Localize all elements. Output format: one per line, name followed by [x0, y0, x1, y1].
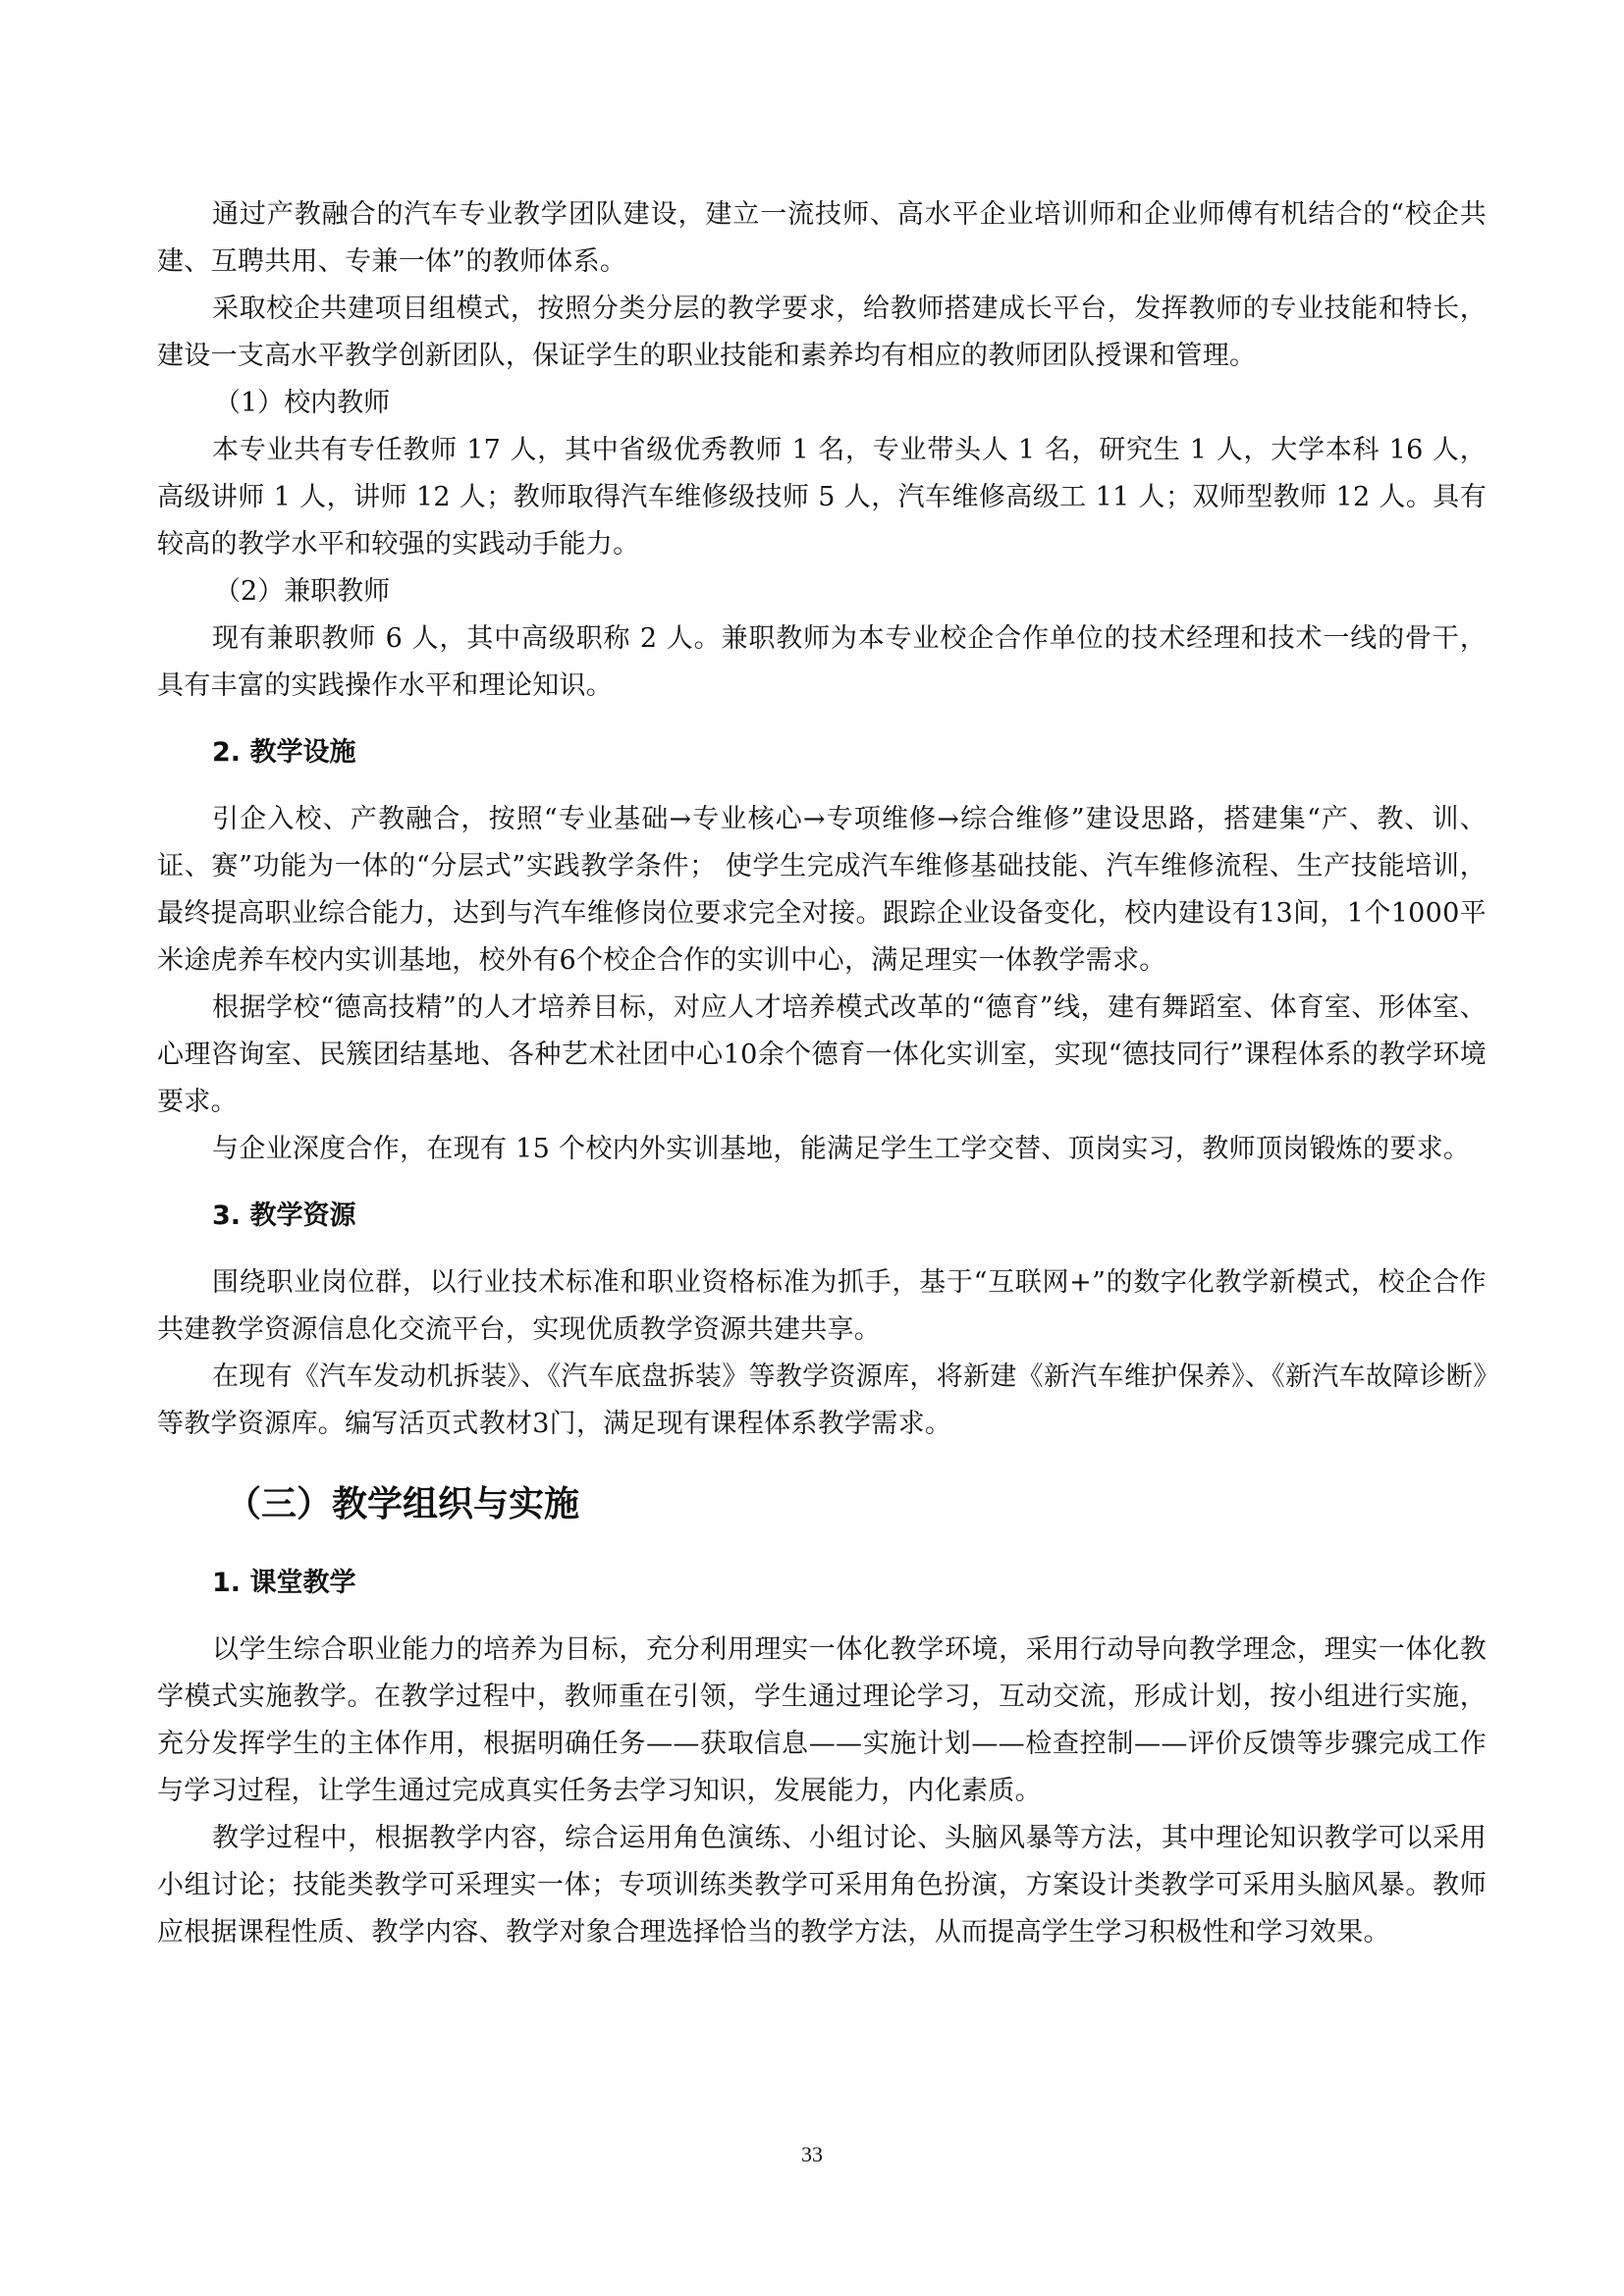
resources-paragraph-2: 在现有《汽车发动机拆装》、《汽车底盘拆装》等教学资源库，将新建《新汽车维护保养》、《新汽车故障诊断》等教学资源库。编写活页式教材3门，满足现有课程体系教学需求。: [157, 1362, 1487, 1439]
section-title-resources: 3. 教学资源: [212, 1201, 356, 1231]
resources-paragraph-1: 围绕职业岗位群，以行业技术标准和职业资格标准为抓手，基于“互联网+”的数字化教学新模式，校企合作共建教学资源信息化交流平台，实现优质教学资源共建共享。: [157, 1267, 1487, 1345]
intro-paragraph-2: 采取校企共建项目组模式，按照分类分层的教学要求，给教师搭建成长平台，发挥教师的专业技能和特长，建设一支高水平教学创新团队，保证学生的职业技能和素养均有相应的教师团队授课和管理。: [157, 294, 1487, 371]
section-title-classroom: 1. 课堂教学: [212, 1568, 356, 1598]
item-1-text: 本专业共有专任教师 17 人，其中省级优秀教师 1 名，专业带头人 1 名，研究生 1 人，大学本科 16 人，高级讲师 1 人，讲师 12 人；教师取得汽车维修级技师 5 人，汽车维修高级工 11 人；双师型教师 12 人。具有较高的教学水平和较强的实践动手能力。: [157, 435, 1487, 560]
item-1-title: （1）校内教师: [214, 388, 391, 418]
item-2-text: 现有兼职教师 6 人，其中高级职称 2 人。兼职教师为本专业校企合作单位的技术经理和技术一线的骨干，具有丰富的实践操作水平和理论知识。: [157, 623, 1487, 701]
item-2-title: （2）兼职教师: [214, 576, 391, 607]
facilities-paragraph-3: 与企业深度合作，在现有 15 个校内外实训基地，能满足学生工学交替、顶岗实习，教师顶岗锻炼的要求。: [212, 1134, 1471, 1164]
page-number: 33: [801, 2142, 823, 2166]
classroom-paragraph-2: 教学过程中，根据教学内容，综合运用角色演练、小组讨论、头脑风暴等方法，其中理论知识教学可以采用小组讨论；技能类教学可采理实一体；专项训练类教学可采用角色扮演，方案设计类教学可采用头脑风暴。教师应根据课程性质、教学内容、教学对象合理选择恰当的教学方法，从而提高学生学习积极性和学习效果。: [157, 1823, 1487, 1948]
section-title-facilities: 2. 教学设施: [212, 737, 356, 768]
facilities-paragraph-1: 引企入校、产教融合，按照“专业基础→专业核心→专项维修→综合维修”建设思路，搭建集“产、教、训、证、赛”功能为一体的“分层式”实践教学条件； 使学生完成汽车维修基础技能、汽车维修流程、生产技能培训，最终提高职业综合能力，达到与汽车维修岗位要求完全对接。跟踪企业设备变化，校内建设有13间，1个1000平米途虎养车校内实训基地，校外有6个校企合作的实训中心，满足理实一体教学需求。: [157, 804, 1487, 976]
intro-paragraph-1: 通过产教融合的汽车专业教学团队建设，建立一流技师、高水平企业培训师和企业师傅有机结合的“校企共建、互聘共用、专兼一体”的教师体系。: [157, 199, 1487, 277]
classroom-paragraph-1: 以学生综合职业能力的培养为目标，充分利用理实一体化教学环境，采用行动导向教学理念，理实一体化教学模式实施教学。在教学过程中，教师重在引领，学生通过理论学习，互动交流，形成计划，按小组进行实施，充分发挥学生的主体作用，根据明确任务——获取信息——实施计划——检查控制——评价反馈等步骤完成工作与学习过程，让学生通过完成真实任务去学习知识，发展能力，内化素质。: [157, 1634, 1487, 1806]
facilities-paragraph-2: 根据学校“德高技精”的人才培养目标，对应人才培养模式改革的“德育”线，建有舞蹈室、体育室、形体室、心理咨询室、民簇团结基地、各种艺术社团中心10余个德育一体化实训室，实现“德技同行”课程体系的教学环境要求。: [157, 992, 1487, 1117]
document-body: [157, 191, 1487, 1956]
chapter-title: （三）教学组织与实施: [226, 1484, 580, 1524]
